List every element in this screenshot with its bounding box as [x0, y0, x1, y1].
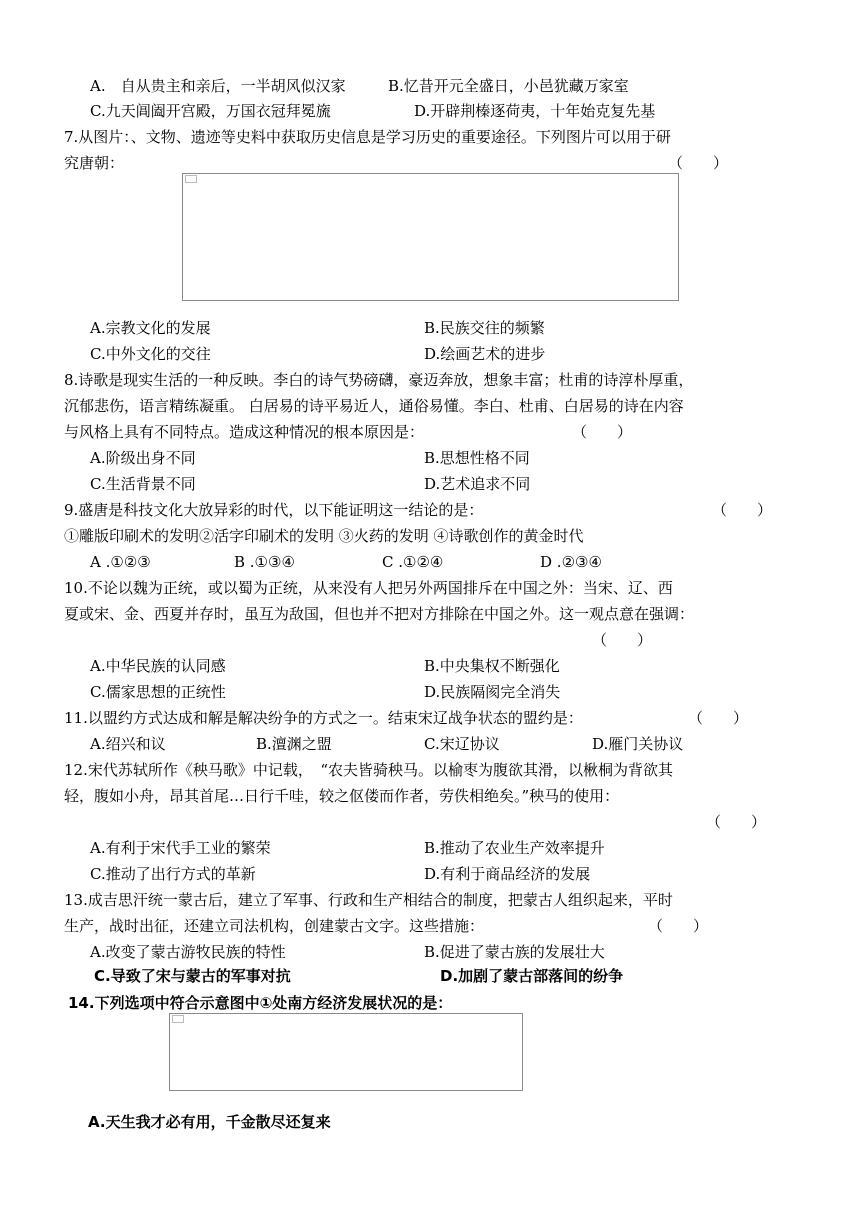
q6-option-a: A. 自从贵主和亲后，一半胡风似汉家	[90, 77, 346, 95]
q13-stem-line1: 13.成吉思汗统一蒙古后，建立了军事、行政和生产相结合的制度，把蒙古人组织起来，平时	[64, 891, 673, 909]
q14-image-placeholder	[169, 1013, 523, 1091]
q12-option-c: C.推动了出行方式的革新	[90, 865, 256, 883]
q11-option-a: A.绍兴和议	[90, 735, 166, 753]
broken-image-icon	[172, 1015, 184, 1023]
q7-option-b: B.民族交往的频繁	[424, 319, 545, 337]
q9-stem: 9.盛唐是科技文化大放异彩的时代，以下能证明这一结论的是：	[64, 501, 484, 519]
q11-option-d: D.雁门关协议	[592, 735, 684, 753]
q13-stem-line2: 生产，战时出征，还建立司法机构，创建蒙古文字。这些措施：	[64, 917, 485, 935]
q14-option-a: A.天生我才必有用，千金散尽还复来	[88, 1113, 331, 1131]
q10-option-c: C.儒家思想的正统性	[90, 683, 226, 701]
q6-option-c: C.九天阊阖开宫殿，万国衣冠拜冕旒	[90, 102, 331, 120]
q10-option-b: B.中央集权不断强化	[424, 657, 560, 675]
q12-answer-paren: （ ）	[706, 813, 767, 831]
q8-option-a: A.阶级出身不同	[90, 449, 196, 467]
q7-option-c: C.中外文化的交往	[90, 345, 211, 363]
q13-option-b: B.促进了蒙古族的发展壮大	[424, 943, 605, 961]
q8-option-d: D.艺术追求不同	[424, 475, 531, 493]
q13-option-c: C.导致了宋与蒙古的军事对抗	[94, 967, 291, 985]
q9-answer-paren: （ ）	[712, 501, 773, 519]
q9-items: ①雕版印刷术的发明②活字印刷术的发明 ③火药的发明 ④诗歌创作的黄金时代	[64, 527, 584, 545]
q6-option-d: D.开辟荆榛逐荷夷，十年始克复先基	[414, 102, 656, 120]
q10-option-a: A.中华民族的认同感	[90, 657, 226, 675]
broken-image-icon	[185, 175, 197, 183]
q12-option-d: D.有利于商品经济的发展	[424, 865, 591, 883]
q7-stem-line1: 7.从图片：、文物、遗迹等史料中获取历史信息是学习历史的重要途径。下列图片可以用于研	[64, 128, 671, 146]
q8-option-c: C.生活背景不同	[90, 475, 196, 493]
q13-answer-paren: （ ）	[648, 917, 709, 935]
q12-option-b: B.推动了农业生产效率提升	[424, 839, 605, 857]
q7-stem-line2: 究唐朝：	[64, 154, 125, 172]
q9-option-b: B .①③④	[234, 553, 295, 571]
q11-stem: 11.以盟约方式达成和解是解决纷争的方式之一。结束宋辽战争状态的盟约是：	[64, 709, 583, 727]
q7-answer-paren: （ ）	[668, 154, 729, 172]
q11-option-c: C.宋辽协议	[424, 735, 500, 753]
q8-stem-line2: 沉郁悲伤，语言精练凝重。 白居易的诗平易近人，通俗易懂。李白、杜甫、白居易的诗在内容	[64, 397, 684, 415]
q10-answer-paren: （ ）	[592, 631, 653, 649]
q8-answer-paren: （ ）	[572, 423, 633, 441]
q7-option-d: D.绘画艺术的进步	[424, 345, 546, 363]
q7-option-a: A.宗教文化的发展	[90, 319, 211, 337]
q8-option-b: B.思想性格不同	[424, 449, 530, 467]
q14-stem: 14.下列选项中符合示意图中①处南方经济发展状况的是：	[68, 994, 453, 1012]
q10-stem-line2: 夏或宋、金、西夏并存时，虽互为敌国，但也并不把对方排除在中国之外。这一观点意在强调：	[64, 605, 695, 623]
q12-stem-line1: 12.宋代苏轼所作《秧马歌》中记载， “农夫皆骑秧马。以榆枣为腹欲其滑，以楸桐为背欲其	[64, 761, 674, 779]
q10-stem-line1: 10.不论以魏为正统，或以蜀为正统，从来没有人把另外两国排斥在中国之外：当宋、辽、西	[64, 579, 673, 597]
q6-option-b: B.忆昔开元全盛日，小邑犹藏万家室	[388, 77, 629, 95]
q12-option-a: A.有利于宋代手工业的繁荣	[90, 839, 271, 857]
q9-option-a: A .①②③	[90, 553, 151, 571]
q8-stem-line3: 与风格上具有不同特点。造成这种情况的根本原因是：	[64, 423, 425, 441]
q11-option-b: B.澶渊之盟	[256, 735, 332, 753]
q11-answer-paren: （ ）	[688, 709, 749, 727]
q9-option-d: D .②③④	[540, 553, 602, 571]
q12-stem-line2: 轻，腹如小舟，昂其首尾…日行千哇，较之伛偻而作者，劳佚相绝矣。”秧马的使用：	[64, 787, 620, 805]
q9-option-c: C .①②④	[382, 553, 444, 571]
q13-option-d: D.加剧了蒙古部落间的纷争	[440, 967, 624, 985]
q8-stem-line1: 8.诗歌是现实生活的一种反映。李白的诗气势磅礴，豪迈奔放，想象丰富；杜甫的诗淳朴厚重，	[64, 371, 694, 389]
q10-option-d: D.民族隔阂完全消失	[424, 683, 561, 701]
q13-option-a: A.改变了蒙古游牧民族的特性	[90, 943, 286, 961]
q7-image-placeholder	[182, 173, 679, 301]
